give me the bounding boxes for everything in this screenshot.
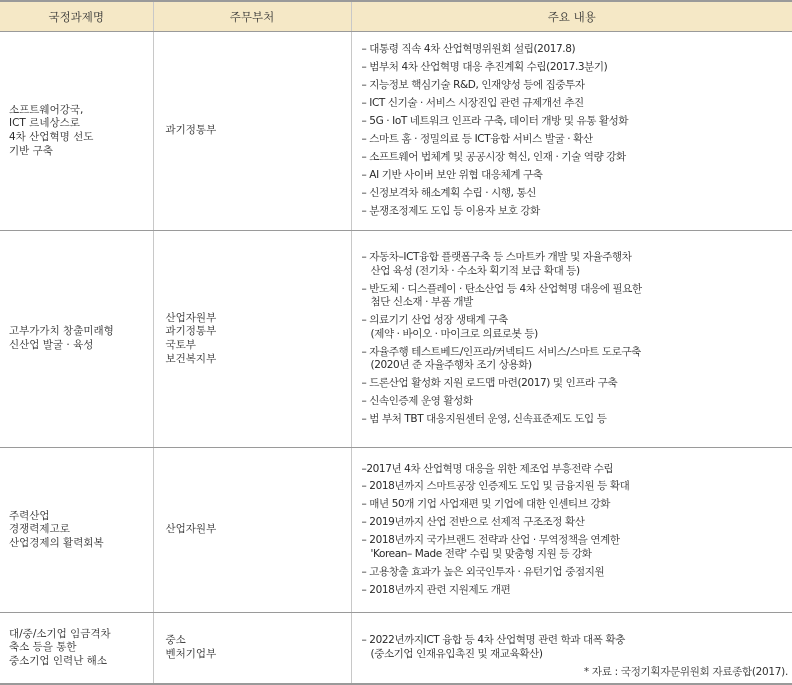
header-content: 주요 내용 [351, 1, 792, 32]
table-row [0, 32, 792, 231]
task-name-cell [0, 32, 153, 231]
department-cell [153, 231, 351, 448]
department-line: 과기정통부 [166, 124, 351, 138]
department-line: 중소 [166, 634, 351, 648]
content-item-line: – 지능정보 핵심기술 R&D, 인재양성 등에 집중투자 [362, 79, 792, 93]
task-name-line: 대/중/소기업 임금격차 [9, 628, 153, 642]
content-item-line: – 의료기기 산업 성장 생태계 구축 [362, 314, 792, 328]
content-item-line: – 자동차–ICT융합 플랫폼구축 등 스마트카 개발 및 자율주행차 [362, 251, 792, 265]
content-cell [351, 231, 792, 448]
content-item-line: (제약 · 바이오 · 마이크로 의료로봇 등) [362, 328, 792, 342]
task-name-line: 경쟁력제고로 [9, 523, 153, 537]
content-item [362, 149, 792, 167]
content-item [362, 280, 792, 312]
content-item-line: –2017년 4차 산업혁명 대응을 위한 제조업 부흥전략 수립 [362, 463, 792, 477]
content-item-line: (중소기업 인재유입촉진 및 재교육확산) [362, 648, 792, 662]
content-item-line: – 매년 50개 기업 사업재편 및 기업에 대한 인센티브 강화 [362, 498, 792, 512]
content-item-line: – 분쟁조정제도 도입 등 이용자 보호 강화 [362, 205, 792, 219]
department-cell [153, 613, 351, 685]
task-name-line: 축소 등을 통한 [9, 641, 153, 655]
content-item-line: – 5G · IoT 네트워크 인프라 구축, 데이터 개방 및 유통 활성화 [362, 115, 792, 129]
content-item-line: – 2018년까지 스마트공장 인증제도 도입 및 금융지원 등 확대 [362, 480, 792, 494]
task-name-line: 고부가가치 창출미래형 [9, 325, 153, 339]
content-item [362, 532, 792, 564]
content-item-line: – 2019년까지 산업 전반으로 선제적 구조조정 확산 [362, 516, 792, 530]
content-item-line: – 고용창출 효과가 높은 외국인투자 · 유턴기업 중점지원 [362, 566, 792, 580]
task-name-line: 4차 산업혁명 선도 [9, 131, 153, 145]
content-item-line: – 신속인증제 운영 활성화 [362, 395, 792, 409]
content-item [362, 514, 792, 532]
task-name-line: 신산업 발굴 · 육성 [9, 339, 153, 353]
content-item [362, 344, 792, 376]
content-item-line: – 드론산업 활성화 지원 로드맵 마련(2017) 및 인프라 구축 [362, 377, 792, 391]
content-item-line: – 신정보격차 해소계획 수립 · 시행, 통신 [362, 187, 792, 201]
content-item [362, 59, 792, 77]
content-item-line: 첨단 신소재 · 부품 개발 [362, 296, 792, 310]
content-item [362, 95, 792, 113]
task-name-cell [0, 448, 153, 613]
header-dept: 주무부처 [153, 1, 351, 32]
content-item [362, 460, 792, 478]
content-item-line: – 범부처 4차 산업혁명 대응 추진계획 수립(2017.3분기) [362, 61, 792, 75]
task-name-cell [0, 613, 153, 685]
content-cell [351, 448, 792, 613]
content-item [362, 312, 792, 344]
content-item-line: – 자율주행 테스트베드/인프라/커넥티드 서비스/스마트 도로구축 [362, 346, 792, 360]
content-item [362, 564, 792, 582]
content-item [362, 496, 792, 514]
content-item-line: – 2018년까지 국가브랜드 전략과 산업 · 무역정책을 연계한 [362, 534, 792, 548]
task-name-cell [0, 231, 153, 448]
task-name-line: 기반 구축 [9, 145, 153, 159]
table-row [0, 231, 792, 448]
content-item [362, 393, 792, 411]
content-item-line: – 범 부처 TBT 대응지원센터 운영, 신속표준제도 도입 등 [362, 413, 792, 427]
content-item [362, 411, 792, 429]
content-item [362, 375, 792, 393]
task-name-line: 소프트웨어강국, [9, 104, 153, 118]
task-name-line: 주력산업 [9, 510, 153, 524]
content-item-line: (2020년 준 자율주행차 조기 상용화) [362, 359, 792, 373]
department-line: 국토부 [166, 339, 351, 353]
content-item-line: 'Korean– Made 전략' 수립 및 맞춤형 지원 등 강화 [362, 548, 792, 562]
department-line: 보건복지부 [166, 353, 351, 367]
content-item [362, 632, 792, 664]
task-name-line: 중소기업 인력난 해소 [9, 655, 153, 669]
department-line: 산업자원부 [166, 523, 351, 537]
table-header-row [0, 1, 792, 32]
content-item [362, 41, 792, 59]
content-item-line: – ICT 신기술 · 서비스 시장진입 관련 규제개선 추진 [362, 97, 792, 111]
content-cell [351, 32, 792, 231]
content-item-line: – 소프트웨어 법체계 및 공공시장 혁신, 인재 · 기술 역량 강화 [362, 151, 792, 165]
content-item [362, 478, 792, 496]
content-item [362, 203, 792, 221]
content-item-line: – 2018년까지 관련 지원제도 개편 [362, 584, 792, 598]
task-name-line: 산업경제의 활력회복 [9, 537, 153, 551]
content-item-line: – 스마트 홈 · 정밀의료 등 ICT융합 서비스 발굴 · 확산 [362, 133, 792, 147]
department-cell [153, 32, 351, 231]
department-line: 산업자원부 [166, 312, 351, 326]
content-item [362, 185, 792, 203]
content-item [362, 131, 792, 149]
content-item [362, 77, 792, 95]
department-line: 과기정통부 [166, 325, 351, 339]
content-item-line: – 2022년까지ICT 융합 등 4차 산업혁명 관련 학과 대폭 확충 [362, 634, 792, 648]
table-body [0, 32, 792, 685]
content-item [362, 167, 792, 185]
department-cell [153, 448, 351, 613]
content-item-line: – 대통령 직속 4차 산업혁명위원회 설립(2017.8) [362, 43, 792, 57]
content-item-line: 산업 육성 (전기차 · 수소차 획기적 보급 확대 등) [362, 265, 792, 279]
department-line: 벤처기업부 [166, 648, 351, 662]
content-item [362, 582, 792, 600]
content-item [362, 113, 792, 131]
source-note: * 자료 : 국정기획자문위원회 자료종합(2017). [584, 664, 788, 679]
task-name-line: ICT 르네상스로 [9, 117, 153, 131]
table-row [0, 448, 792, 613]
content-item [362, 249, 792, 281]
content-item-line: – 반도체 · 디스플레이 · 탄소산업 등 4차 산업혁명 대응에 필요한 [362, 283, 792, 297]
header-task: 국정과제명 [0, 1, 153, 32]
content-item-line: – AI 기반 사이버 보안 위협 대응체계 구축 [362, 169, 792, 183]
